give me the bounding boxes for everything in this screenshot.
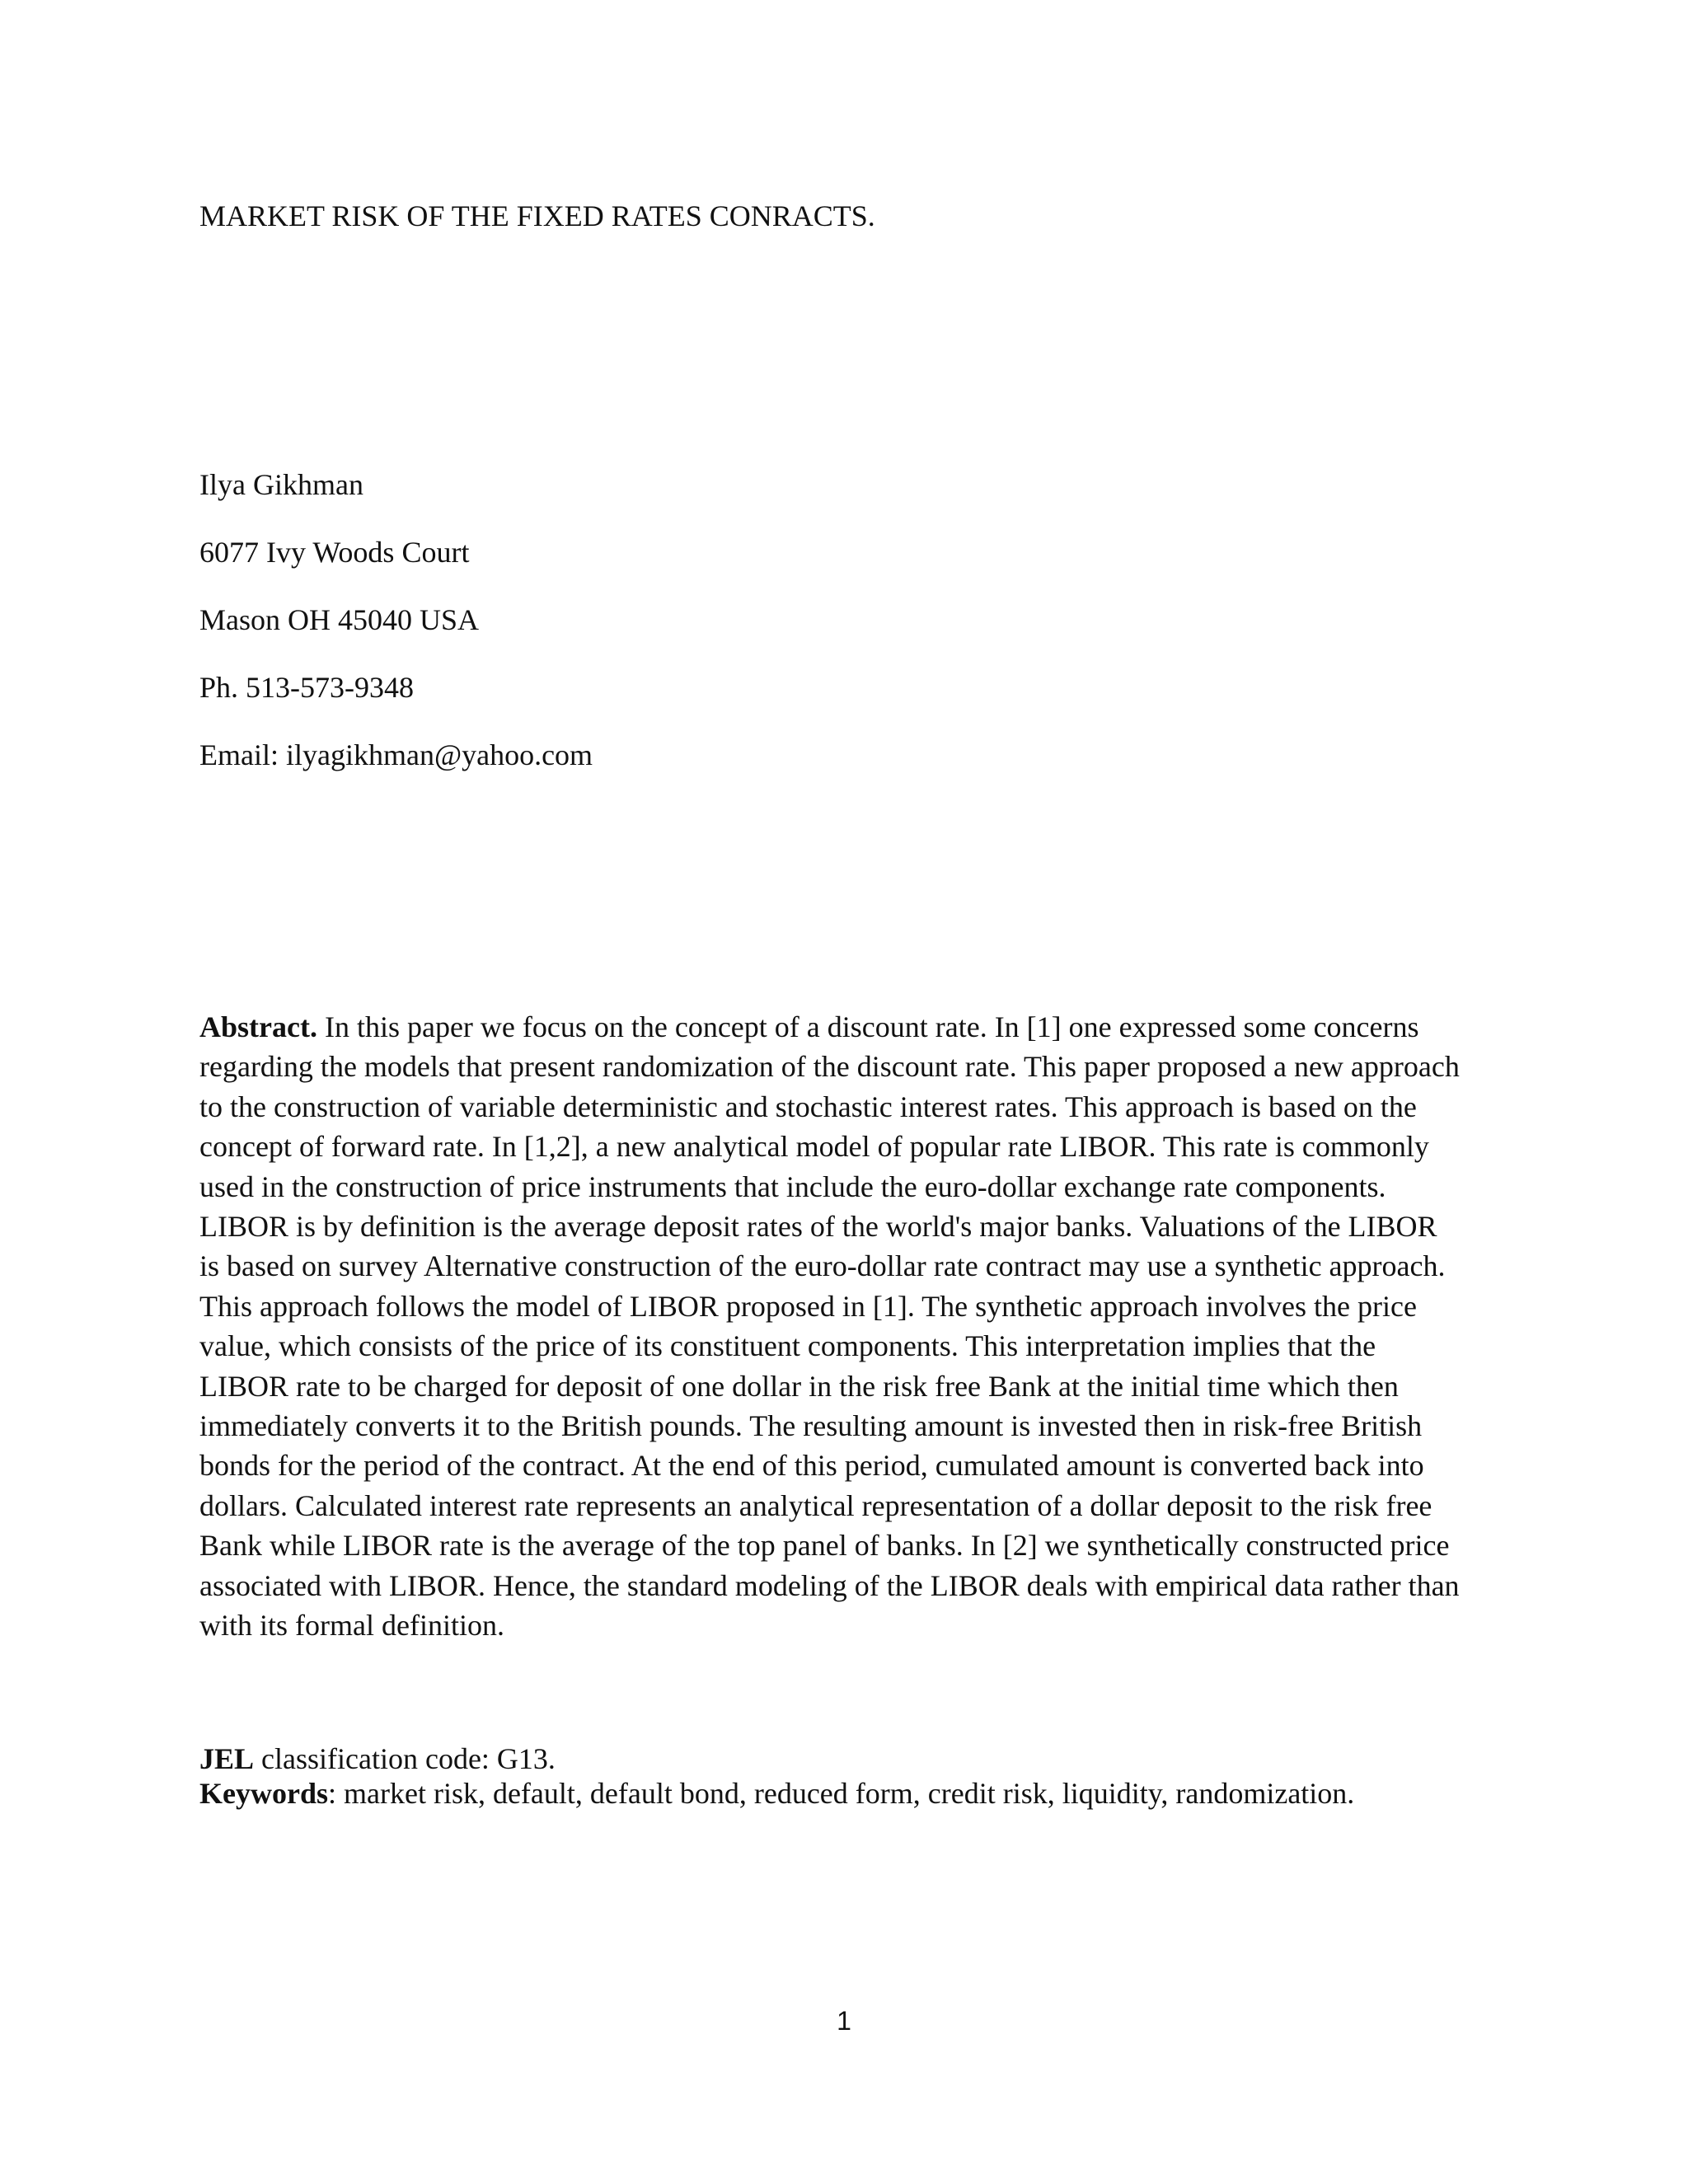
abstract-line: value, which consists of the price of its constituent components. This interpretation implies that the — [199, 1329, 1376, 1363]
abstract-line: Bank while LIBOR rate is the average of the top panel of banks. In [2] we synthetically constructed price — [199, 1529, 1450, 1563]
page-number: 1 — [837, 2006, 851, 2036]
author-name: Ilya Gikhman — [199, 468, 363, 501]
abstract-line: with its formal definition. — [199, 1609, 504, 1643]
jel-classification — [199, 1741, 556, 1777]
abstract-line: LIBOR rate to be charged for deposit of one dollar in the risk free Bank at the initial time which then — [199, 1369, 1399, 1403]
abstract-line: dollars. Calculated interest rate represents an analytical representation of a dollar deposit to the risk free — [199, 1488, 1432, 1522]
abstract-line: used in the construction of price instruments that include the euro-dollar exchange rate components. — [199, 1169, 1386, 1203]
abstract-line: to the construction of variable deterministic and stochastic interest rates. This approach is based on the — [199, 1090, 1417, 1123]
abstract-line: LIBOR is by definition is the average deposit rates of the world's major banks. Valuations of the LIBOR — [199, 1210, 1437, 1244]
author-address-street: 6077 Ivy Woods Court — [199, 536, 470, 569]
author-phone: Ph. 513-573-9348 — [199, 671, 414, 704]
abstract-first-line-text: In this paper we focus on the concept of a discount rate. In [1] one expressed some concerns — [316, 1010, 1419, 1043]
abstract-line: This approach follows the model of LIBOR proposed in [1]. The synthetic approach involves the price — [199, 1289, 1417, 1323]
keywords-line — [199, 1775, 1354, 1811]
jel-code: classification code: G13. — [254, 1742, 556, 1775]
abstract-line: concept of forward rate. In [1,2], a new analytical model of popular rate LIBOR. This rate is commonly — [199, 1130, 1429, 1164]
author-contact-block — [199, 466, 593, 804]
abstract-line: regarding the models that present randomization of the discount rate. This paper proposed a new approach — [199, 1050, 1460, 1084]
abstract-section — [199, 1007, 1510, 1646]
abstract-line: immediately converts it to the British pounds. The resulting amount is invested then in risk-free British — [199, 1409, 1423, 1443]
author-address-city: Mason OH 45040 USA — [199, 603, 480, 636]
keywords-label: Keywords — [199, 1777, 328, 1810]
paper-title: MARKET RISK OF THE FIXED RATES CONRACTS. — [199, 199, 875, 232]
abstract-first-line — [199, 1007, 1510, 1047]
abstract-line: bonds for the period of the contract. At the end of this period, cumulated amount is converted back into — [199, 1449, 1424, 1483]
keywords-list: : market risk, default, default bond, reduced form, credit risk, liquidity, randomization. — [328, 1777, 1355, 1810]
abstract-label: Abstract. — [199, 1010, 317, 1043]
abstract-line: associated with LIBOR. Hence, the standard modeling of the LIBOR deals with empirical data rather than — [199, 1568, 1460, 1602]
abstract-line: is based on survey Alternative construction of the euro-dollar rate contract may use a synthetic approach. — [199, 1249, 1446, 1283]
author-email: Email: ilyagikhman@yahoo.com — [199, 738, 593, 771]
jel-label: JEL — [199, 1742, 255, 1775]
